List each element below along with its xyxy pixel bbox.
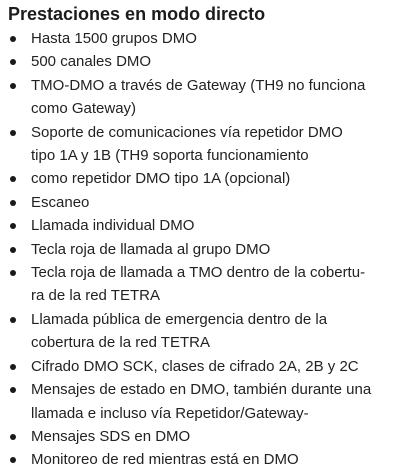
feature-item (0, 50, 403, 73)
feature-text: como repetidor DMO tipo 1A (opcional) (31, 170, 291, 188)
feature-text: Mensajes de estado en DMO, también durante una (31, 381, 372, 399)
bullet-icon (10, 176, 16, 182)
bullet-icon (10, 317, 16, 323)
feature-text: TMO-DMO a través de Gateway (TH9 no funciona (31, 76, 366, 94)
bullet-icon (10, 83, 16, 89)
feature-item (0, 355, 403, 378)
bullet-icon (10, 59, 16, 65)
bullet-icon (10, 387, 16, 393)
feature-text: Hasta 1500 grupos DMO (31, 30, 197, 47)
feature-text: Tecla roja de llamada al grupo DMO (31, 240, 271, 258)
feature-item (0, 261, 403, 308)
feature-item (0, 214, 403, 237)
bullet-icon (10, 223, 16, 229)
feature-item (0, 378, 403, 425)
feature-text: Llamada pública de emergencia dentro de la (31, 310, 328, 328)
feature-text: Cifrado DMO SCK, clases de cifrado 2A, 2B y 2C (31, 357, 359, 375)
feature-text: 500 canales DMO (31, 53, 152, 71)
bullet-icon (10, 457, 16, 463)
feature-text-continued: tipo 1A y 1B (TH9 soporta funcionamiento (31, 147, 309, 165)
feature-text: Tecla roja de llamada a TMO dentro de la cobertu- (31, 264, 366, 282)
feature-text-continued: cobertura de la red TETRA (31, 334, 210, 352)
feature-text-continued: como Gateway) (31, 100, 137, 118)
feature-item (0, 425, 403, 448)
feature-item (0, 448, 403, 471)
section-title: Prestaciones en modo directo (8, 4, 266, 24)
feature-text-continued: ra de la red TETRA (31, 287, 160, 305)
bullet-icon (10, 247, 16, 253)
feature-text: Mensajes SDS en DMO (31, 427, 191, 445)
feature-item (0, 191, 403, 214)
feature-item (0, 167, 403, 190)
feature-item (0, 238, 403, 261)
bullet-icon (10, 36, 16, 42)
bullet-icon (10, 270, 16, 276)
feature-item (0, 308, 403, 355)
feature-item (0, 27, 403, 50)
bullet-icon (10, 364, 16, 370)
bullet-icon (10, 434, 16, 440)
bullet-icon (10, 200, 16, 206)
bullet-icon (10, 130, 16, 136)
feature-text: Monitoreo de red mientras está en DMO (31, 451, 299, 469)
feature-item (0, 74, 403, 121)
feature-list (0, 27, 403, 472)
feature-text-continued: llamada e incluso vía Repetidor/Gateway- (31, 404, 309, 422)
feature-item (0, 121, 403, 168)
feature-text: Llamada individual DMO (31, 217, 195, 235)
feature-text: Escaneo (31, 193, 90, 211)
feature-text: Soporte de comunicaciones vía repetidor DMO (31, 123, 343, 141)
